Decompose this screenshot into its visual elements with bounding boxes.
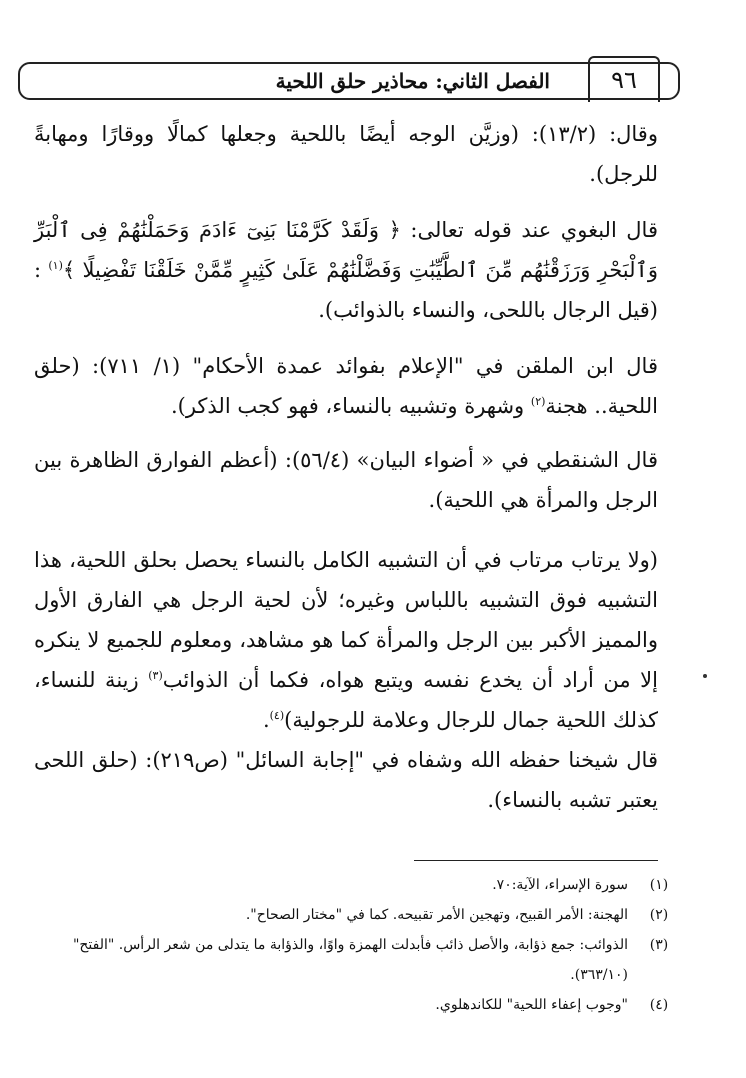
paragraph-5: [34, 540, 658, 740]
chapter-title: الفصل الثاني: محاذير حلق اللحية: [275, 69, 550, 93]
paragraph-4-text: قال الشنقطي في « أضواء البيان» (٥٦/٤): (أعظم الفوارق الظاهرة بين الرجل والمرأة هي اللحية).: [34, 448, 658, 512]
footnote-1-text: سورة الإسراء، الآية:٧٠.: [492, 877, 628, 893]
footnote-mark-3[interactable]: (٣): [148, 669, 163, 682]
footnote-4: [34, 990, 674, 1020]
paragraph-3: [34, 346, 658, 426]
paragraph-1-text: وقال: (١٣/٢): (وزيَّن الوجه أيضًا باللحية وجعلها كمالًا ووقارًا ومهابةً للرجل).: [34, 122, 658, 186]
quran-verse: ﴿ وَلَقَدْ كَرَّمْنَا بَنِىٓ ءَادَمَ وَحَمَلْنَٰهُمْ فِى ٱلْبَرِّ وَٱلْبَحْرِ وَرَزَقْنَٰهُم مِّنَ ٱلطَّيِّبَٰتِ وَفَضَّلْنَٰهُمْ عَلَىٰ كَثِيرٍ مِّمَّنْ خَلَقْنَا تَفْضِيلًا ﴾: [34, 218, 658, 282]
stray-dot: [703, 674, 707, 678]
paragraph-2-rest: : (قيل الرجال باللحى، والنساء بالذوائب).: [34, 258, 658, 322]
paragraph-1: [34, 114, 658, 194]
footnote-3: [34, 930, 674, 990]
paragraph-4: [34, 440, 658, 520]
footnotes: [34, 870, 674, 1020]
footnote-3-text: الذوائب: جمع ذؤابة، والأصل ذائب فأبدلت الهمزة واوًا، والذؤابة ما يتدلى من شعر الرأس. "الفتح" (٣٦٣/١٠).: [72, 937, 628, 983]
footnote-3-number: (٣): [649, 937, 669, 953]
paragraph-2-intro: قال البغوي عند قوله تعالى:: [400, 218, 658, 242]
paragraph-5-text-b: زينة للنساء، كذلك اللحية جمال للرجال وعلامة للرجولية): [34, 668, 658, 732]
paragraph-6: [34, 740, 658, 820]
page-number: ٩٦: [611, 66, 637, 94]
footnote-separator: [414, 860, 658, 861]
footnote-2-number: (٢): [649, 907, 669, 923]
paragraph-5-text-c: .: [262, 708, 270, 732]
footnote-mark-4[interactable]: (٤): [269, 709, 285, 722]
paragraph-3-text-a: قال ابن الملقن في "الإعلام بفوائد عمدة الأحكام" (١/ ٧١١): (حلق اللحية.. هجنة: [34, 354, 658, 418]
footnote-1-number: (١): [649, 877, 669, 893]
footnote-4-number: (٤): [649, 997, 669, 1013]
footnote-mark-1[interactable]: (١): [48, 259, 63, 272]
paragraph-5-text-a: (ولا يرتاب مرتاب في أن التشبيه الكامل بالنساء يحصل بحلق اللحية، هذا التشبيه فوق التشبيه باللباس وغيره؛ لأن لحية الرجل هي الفارق الأول والمميز الأكبر بين الرجل والمرأة كما هو مشاهد، ومعلوم للجميع لا ينكره إلا من أراد أن يخدع نفسه ويتبع هواه، فكما أن الذوائب: [34, 548, 658, 692]
footnote-2-text: الهجنة: الأمر القبيح، وتهجين الأمر تقبيحه. كما في "مختار الصحاح".: [245, 907, 628, 923]
footnote-mark-2[interactable]: (٢): [530, 395, 546, 408]
footnote-1: [34, 870, 674, 900]
paragraph-2: [34, 210, 658, 330]
paragraph-6-text: قال شيخنا حفظه الله وشفاه في "إجابة السائل" (ص٢١٩): (حلق اللحى يعتبر تشبه بالنساء).: [34, 748, 658, 812]
paragraph-3-text-b: وشهرة وتشبيه بالنساء، فهو كجب الذكر).: [170, 394, 531, 418]
footnote-2: [34, 900, 674, 930]
footnote-4-text: "وجوب إعفاء اللحية" للكاندهلوي.: [435, 997, 628, 1013]
